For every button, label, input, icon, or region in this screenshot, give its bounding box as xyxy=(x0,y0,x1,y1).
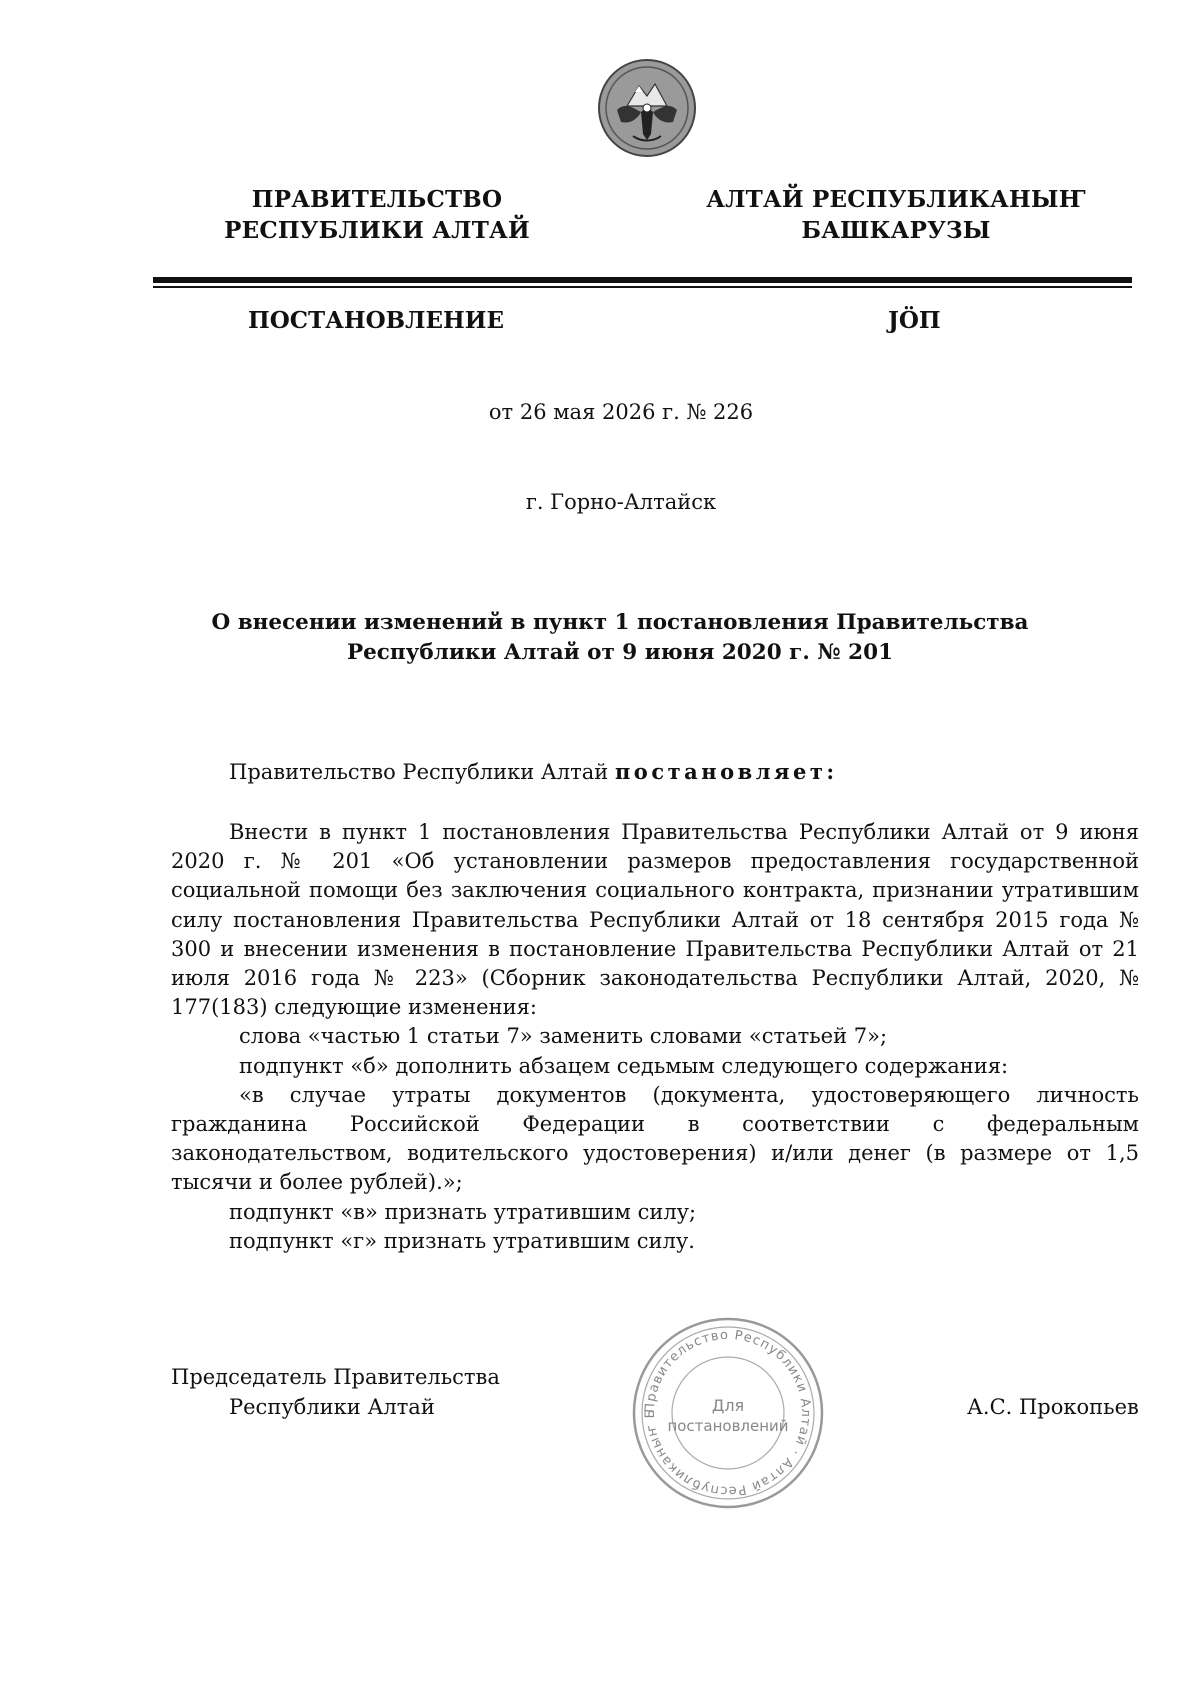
org-name-alt-line2: БАШКАРУЗЫ xyxy=(801,217,991,244)
list-item: слова «частью 1 статьи 7» заменить словами «статьей 7»; xyxy=(239,1024,888,1049)
document-body xyxy=(171,818,1139,1256)
signatory-name: А.С. Прокопьев xyxy=(967,1395,1139,1419)
official-stamp xyxy=(628,1313,828,1513)
org-name-ru xyxy=(167,184,587,246)
document-title-line2: Республики Алтай от 9 июня 2020 г. № 201 xyxy=(346,640,894,665)
header-divider-thin xyxy=(153,286,1132,288)
org-name-alt xyxy=(686,184,1106,246)
stamp-center-line1: Для xyxy=(711,1396,745,1415)
list-item: подпункт «в» признать утратившим силу; xyxy=(229,1199,697,1224)
signatory-position xyxy=(171,1363,500,1422)
org-name-alt-line1: АЛТАЙ РЕСПУБЛИКАНЫҤ xyxy=(706,186,1086,213)
org-name-ru-line2: РЕСПУБЛИКИ АЛТАЙ xyxy=(224,217,530,244)
decree-word: постановляет: xyxy=(614,759,838,784)
document-date-number: от 26 мая 2026 г. № 226 xyxy=(488,400,754,424)
stamp-seal-icon xyxy=(628,1313,828,1513)
stamp-center-line2: постановлений xyxy=(667,1417,789,1435)
signatory-position-line1: Председатель Правительства xyxy=(171,1365,500,1389)
list-item: подпункт «г» признать утратившим силу. xyxy=(229,1228,695,1253)
coat-of-arms-emblem xyxy=(597,58,697,158)
decree-lead: Правительство Республики Алтай xyxy=(229,760,615,784)
org-name-ru-line1: ПРАВИТЕЛЬСТВО xyxy=(251,186,503,213)
list-item: подпункт «б» дополнить абзацем седьмым следующего содержания: xyxy=(239,1053,1009,1078)
doc-type-ru: ПОСТАНОВЛЕНИЕ xyxy=(248,307,504,334)
document-title-line1: О внесении изменений в пункт 1 постановления Правительства xyxy=(211,610,1029,635)
header-divider-thick xyxy=(153,277,1132,283)
document-title xyxy=(170,608,1070,668)
list-item-quoted: «в случае утраты документов (документа, удостоверяющего личность гражданина Российской Федерации в соответствии с федеральным законодательством, водительского удостоверения) и/или денег (в размере от 1,5 тысячи и более рублей).»; xyxy=(171,1082,1139,1195)
coat-of-arms-icon xyxy=(597,58,697,158)
decree-line xyxy=(171,757,1139,787)
main-paragraph: Внести в пункт 1 постановления Правительства Республики Алтай от 9 июня 2020 г. № 201 «Об установлении размеров предоставления государственной социальной помощи без заключения социального контракта, признании утратившим силу постановления Правительства Республики Алтай от 18 сентября 2015 года № 300 и внесении изменения в постановление Правительства Республики Алтай от 21 июля 2016 года № 223» (Сборник законодательства Республики Алтай, 2020, № 177(183) следующие изменения: xyxy=(171,820,1139,1020)
doc-type-alt: JÖП xyxy=(888,307,941,334)
signatory-position-line2: Республики Алтай xyxy=(229,1394,435,1419)
stamp-ring-text: Правительство Республики Алтай · Алтай Республиканыҥ Б xyxy=(642,1327,814,1499)
document-city: г. Горно-Алтайск xyxy=(525,490,717,514)
